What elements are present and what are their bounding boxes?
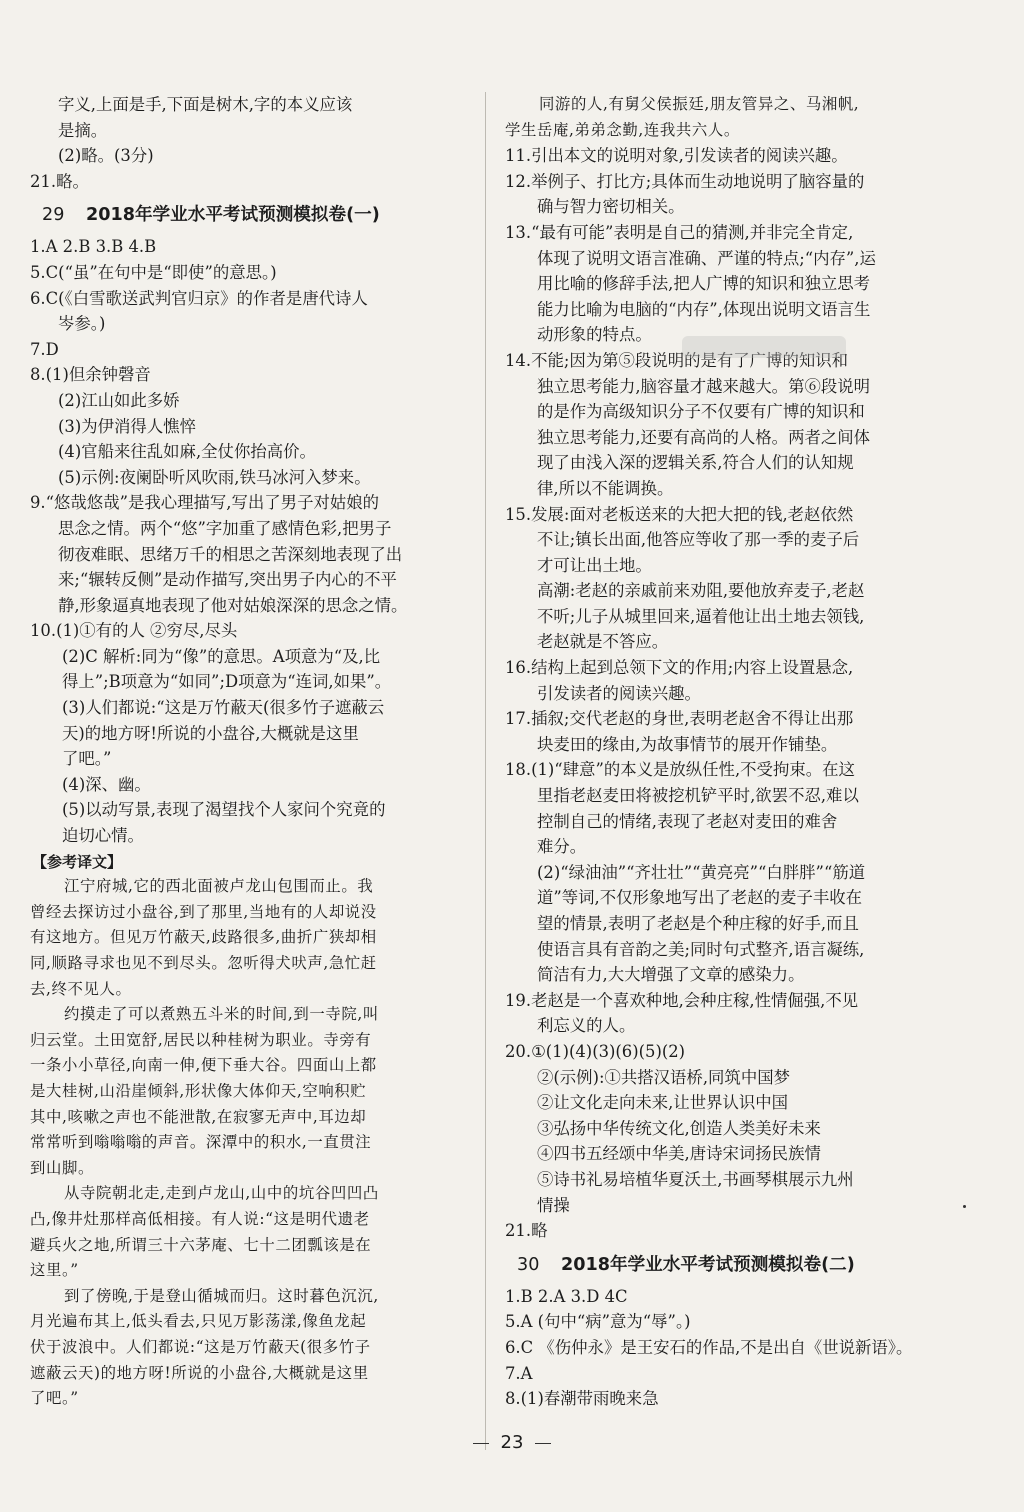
translation-line: 从寺院朝北走,走到卢龙山,山中的坑谷凹凹凸 — [64, 1184, 379, 1203]
translation-line: 常常听到嗡嗡嗡的声音。深潭中的积水,一直贯注 — [30, 1133, 372, 1152]
translation-line: 避兵火之地,所谓三十六茅庵、七十二团瓢该是在 — [30, 1235, 372, 1254]
section-number: 29 — [42, 205, 65, 226]
footer-dash-left — [473, 1443, 489, 1444]
answer-line: 18.(1)“肆意”的本义是放纵任性,不受拘束。在这 — [505, 760, 855, 780]
answer-line: (2)“绿油油”“齐壮壮”“黄亮亮”“白胖胖”“筋道 — [537, 862, 866, 882]
answer-line: 体现了说明文语言准确、严谨的特点;“内存”,运 — [537, 248, 876, 268]
answer-line: 5.A (句中“病”意为“辱”。) — [505, 1312, 691, 1332]
answer-line: 才可让出土地。 — [537, 555, 652, 575]
answer-line: (2)江山如此多娇 — [58, 390, 180, 410]
answer-line: 道”等词,不仅形象地写出了老赵的麦子丰收在 — [537, 888, 863, 908]
section-heading-29 — [42, 198, 468, 232]
answer-line: (5)示例:夜阑卧听风吹雨,铁马冰河入梦来。 — [58, 467, 371, 487]
answer-line: 确与智力密切相关。 — [537, 197, 685, 217]
answer-line: 静,形象逼真地表现了他对姑娘深深的思念之情。 — [58, 595, 408, 615]
answer-line: (5)以动写景,表现了渴望找个人家问个究竟的 — [62, 800, 386, 820]
answer-line: 引发读者的阅读兴趣。 — [537, 683, 701, 703]
translation-line: 去,终不见人。 — [30, 979, 132, 998]
answer-line: 得上”;B项意为“如同”;D项意为“连词,如果”。 — [62, 672, 392, 692]
answer-line: 岑参。) — [58, 314, 106, 334]
answer-line: 1.A 2.B 3.B 4.B — [30, 237, 157, 257]
translation-line: 一条小小草径,向南一伸,便下垂大谷。四面山上都 — [30, 1056, 377, 1075]
answer-line: 律,所以不能调换。 — [537, 478, 674, 498]
translation-line: 这里。” — [30, 1261, 79, 1280]
answer-line: 了吧。” — [62, 749, 112, 769]
answer-line: ④四书五经颂中华美,唐诗宋词扬民族情 — [537, 1144, 821, 1164]
answer-line: 19.老赵是一个喜欢种地,会种庄稼,性情倔强,不见 — [505, 990, 859, 1010]
footer-dash-right — [535, 1443, 551, 1444]
answer-line: 21.略 — [505, 1221, 548, 1241]
answer-line: ②让文化走向未来,让世界认识中国 — [537, 1093, 789, 1113]
answer-line: 7.A — [505, 1363, 533, 1383]
translation-line: 是大桂树,山沿崖倾斜,形状像大体仰天,空响积贮 — [30, 1081, 367, 1100]
translation-line: 江宁府城,它的西北面被卢龙山包围而止。我 — [64, 877, 374, 896]
answer-line: 思念之情。两个“悠”字加重了感情色彩,把男子 — [58, 518, 392, 538]
answer-line: 望的情景,表明了老赵是个种庄稼的好手,而且 — [537, 914, 859, 933]
answer-line: 独立思考能力,脑容量才越来越大。第⑥段说明 — [537, 376, 871, 396]
section-title: 2018年学业水平考试预测模拟卷(二) — [561, 1254, 855, 1275]
section-number: 30 — [517, 1254, 540, 1275]
text-line: (2)略。(3分) — [58, 146, 154, 166]
answer-line: (3)人们都说:“这是万竹蔽天(很多竹子遮蔽云 — [62, 698, 385, 718]
translation-line: 有这地方。但见万竹蔽天,歧路很多,曲折广狭却相 — [30, 928, 377, 947]
answer-line: 彻夜难眠、思绪万千的相思之苦深刻地表现了出 — [58, 544, 403, 564]
answer-line: 11.引出本文的说明对象,引发读者的阅读兴趣。 — [505, 146, 848, 166]
answer-line: 老赵就是不答应。 — [537, 632, 669, 652]
right-column — [505, 92, 937, 1412]
answer-line: 12.举例子、打比方;具体而生动地说明了脑容量的 — [505, 171, 865, 191]
answer-line: 情操 — [537, 1195, 570, 1215]
answer-line: 1.B 2.A 3.D 4C — [505, 1286, 628, 1306]
answer-line: 6.C(《白雪歌送武判官归京》的作者是唐代诗人 — [30, 288, 368, 308]
translation-line: 同游的人,有舅父侯振廷,朋友管异之、马湘帆, — [539, 95, 860, 113]
translation-line: 到了傍晚,于是登山循城而归。这时暮色沉沉, — [64, 1286, 379, 1305]
scan-speck — [963, 1205, 966, 1208]
answer-line: 迫切心情。 — [62, 826, 144, 846]
answer-line: 20.①(1)(4)(3)(6)(5)(2) — [505, 1041, 686, 1061]
translation-line: 同,顺路寻求也见不到尽头。忽听得犬吠声,急忙赶 — [30, 954, 377, 972]
answer-line: 10.(1)①有的人 ②穷尽,尽头 — [30, 621, 238, 641]
answer-line: 的是作为高级知识分子不仅要有广博的知识和 — [537, 402, 865, 422]
text-line: 字义,上面是手,下面是树木,字的本义应该 — [58, 95, 353, 114]
answer-line: 8.(1)但余钟磬音 — [30, 365, 151, 385]
answer-line: 5.C(“虽”在句中是“即使”的意思。) — [30, 262, 277, 282]
answer-line: 8.(1)春潮带雨晚来急 — [505, 1389, 659, 1409]
answer-line: 里指老赵麦田将被挖机铲平时,欲罢不忍,难以 — [537, 786, 859, 806]
translation-line: 曾经去探访过小盘谷,到了那里,当地有的人却说没 — [30, 902, 377, 921]
answer-line: 16.结构上起到总领下文的作用;内容上设置悬念, — [505, 658, 854, 678]
answer-line: 块麦田的缘由,为故事情节的展开作铺垫。 — [537, 734, 838, 754]
answer-line: (4)深、幽。 — [62, 774, 151, 794]
translation-line: 伏于波浪中。人们都说:“这是万竹蔽天(很多竹子 — [30, 1337, 371, 1356]
answer-line: 15.发展:面对老板送来的大把大把的钱,老赵依然 — [505, 504, 854, 524]
translation-line: 归云堂。土田宽舒,居民以种桂树为职业。寺旁有 — [30, 1030, 372, 1049]
page-number: 23 — [500, 1432, 524, 1453]
answer-line: 7.D — [30, 339, 59, 359]
answer-line: ⑤诗书礼易培植华夏沃土,书画琴棋展示九州 — [537, 1169, 854, 1189]
answer-line: 利忘义的人。 — [537, 1016, 636, 1036]
answer-line: 现了由浅入深的逻辑关系,符合人们的认知规 — [537, 453, 854, 473]
answer-line: 动形象的特点。 — [537, 325, 652, 345]
translation-line: 其中,咳嗽之声也不能泄散,在寂寥无声中,耳边却 — [30, 1107, 367, 1126]
answer-line: 14.不能;因为第⑤段说明的是有了广博的知识和 — [505, 350, 849, 370]
translation-line: 遮蔽云天)的地方呀!所说的小盘谷,大概就是这里 — [30, 1363, 369, 1382]
answer-line: 来;“辗转反侧”是动作描写,突出男子内心的不平 — [58, 570, 397, 590]
section-title: 2018年学业水平考试预测模拟卷(一) — [86, 205, 380, 226]
translation-line: 约摸走了可以煮熟五斗米的时间,到一寺院,叫 — [64, 1005, 379, 1024]
answer-line: 使语言具有音韵之美;同时句式整齐,语言凝练, — [537, 939, 865, 959]
text-line: 21.略。 — [30, 171, 89, 191]
translation-line: 到山脚。 — [30, 1158, 94, 1177]
answer-line: 能力比喻为电脑的“内存”,体现出说明文语言生 — [537, 299, 871, 319]
left-column — [30, 92, 468, 1412]
translation-line: 了吧。” — [30, 1389, 79, 1408]
column-divider — [485, 92, 486, 1450]
page-number-footer — [0, 1432, 1024, 1453]
answer-line: 6.C 《伤仲永》是王安石的作品,不是出自《世说新语》。 — [505, 1337, 913, 1357]
answer-line: 17.插叙;交代老赵的身世,表明老赵舍不得让出那 — [505, 709, 854, 729]
translation-line: 凸,像井灶那样高低相接。有人说:“这是明代遗老 — [30, 1209, 370, 1228]
answer-line: (2)C 解析:同为“像”的意思。A项意为“及,比 — [62, 646, 381, 666]
answer-line: 独立思考能力,还要有高尚的人格。两者之间体 — [537, 427, 871, 447]
answer-line: 不听;儿子从城里回来,逼着他让出土地去领钱, — [537, 606, 865, 626]
answer-line: ③弘扬中华传统文化,创造人类美好未来 — [537, 1118, 821, 1138]
answer-line: 用比喻的修辞手法,把人广博的知识和独立思考 — [537, 274, 871, 294]
answer-line: 难分。 — [537, 837, 587, 857]
answer-line: 高潮:老赵的亲戚前来劝阻,要他放弃麦子,老赵 — [537, 581, 865, 601]
answer-line: (4)官船来往乱如麻,全仗你抬高价。 — [58, 442, 316, 462]
section-heading-30 — [517, 1248, 937, 1282]
translation-line: 学生岳庵,弟弟念勤,连我共六人。 — [505, 120, 740, 139]
reference-translation-label: 【参考译文】 — [32, 852, 123, 871]
answer-line: 控制自己的情绪,表现了老赵对麦田的难舍 — [537, 811, 838, 831]
answer-line: (3)为伊消得人憔悴 — [58, 416, 196, 436]
answer-line: 9.“悠哉悠哉”是我心理描写,写出了男子对姑娘的 — [30, 493, 380, 513]
translation-line: 月光遍布其上,低头看去,只见万影荡漾,像鱼龙起 — [30, 1312, 367, 1331]
scan-smudge — [682, 336, 846, 358]
answer-line: 13.“最有可能”表明是自己的猜测,并非完全肯定, — [505, 222, 854, 242]
answer-line: 天)的地方呀!所说的小盘谷,大概就是这里 — [62, 723, 359, 743]
answer-line: ②(示例):①共搭汉语桥,同筑中国梦 — [537, 1067, 790, 1087]
text-line: 是摘。 — [58, 120, 108, 140]
answer-line: 简洁有力,大大增强了文章的感染力。 — [537, 965, 805, 985]
answer-line: 不让;镇长出面,他答应等收了那一季的麦子后 — [537, 530, 860, 550]
